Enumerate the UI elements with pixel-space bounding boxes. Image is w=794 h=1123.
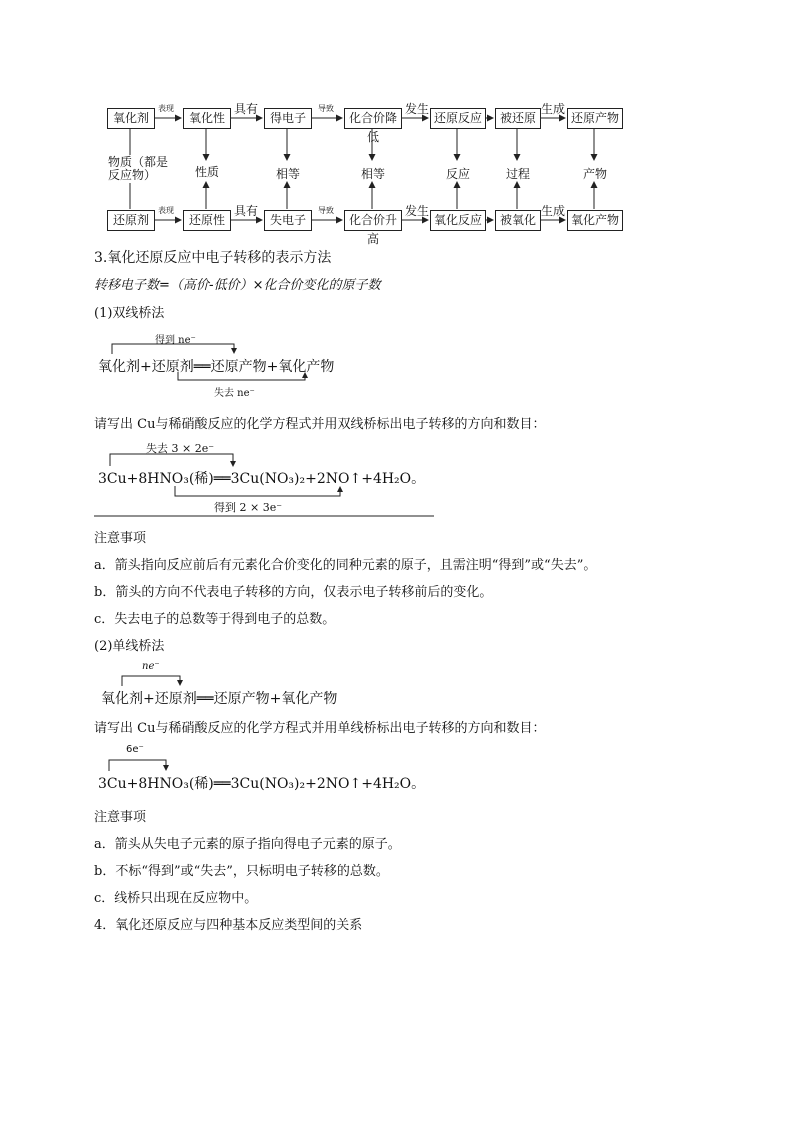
single-bridge-equation: 氧化剂+还原剂══还原产物+氧化产物	[101, 691, 338, 707]
box-reduced: 被还原	[495, 108, 541, 129]
connector-label: 发生	[405, 204, 430, 218]
middle-label-process: 过程	[506, 167, 531, 181]
note-item: b．箭头的方向不代表电子转移的方向，仅表示电子转移前后的变化。	[94, 585, 493, 600]
cu-single-equation: 3Cu+8HNO₃(稀)══3Cu(NO₃)₂+2NO↑+4H₂O。	[98, 776, 426, 792]
box-reduction-reaction: 还原反应	[430, 108, 486, 129]
note-item: b．不标“得到”或“失去”，只标明电子转移的总数。	[94, 864, 389, 879]
connector-label: 表现	[158, 104, 174, 113]
subheading-double-bridge: (1)双线桥法	[94, 306, 165, 321]
middle-label-product: 产物	[583, 167, 608, 181]
section3-formula: 转移电子数=（高价-低价）×化合价变化的原子数	[94, 278, 381, 293]
note-item: a．箭头指向反应前后有元素化合价变化的同种元素的原子，且需注明“得到”或“失去”。	[94, 558, 597, 573]
connector-label: 表现	[158, 206, 174, 215]
middle-label-equal: 相等	[361, 167, 386, 181]
box-oxidant: 氧化剂	[107, 108, 155, 129]
cu-double-equation: 3Cu+8HNO₃(稀)══3Cu(NO₃)₂+2NO↑+4H₂O。	[98, 471, 426, 487]
box-gain-electrons: 得电子	[264, 108, 312, 129]
cu-double-top-label: 失去 3 × 2e⁻	[146, 442, 215, 455]
notes2-title: 注意事项	[94, 810, 147, 825]
connector-label: 生成	[541, 204, 566, 218]
section4-heading: 4．氧化还原反应与四种基本反应类型间的关系	[94, 918, 363, 933]
box-oxidation-reaction: 氧化反应	[430, 210, 486, 231]
connector-label: 发生	[405, 102, 430, 116]
connector-label: 导致	[318, 104, 334, 113]
section3-heading: 3.氧化还原反应中电子转移的表示方法	[94, 250, 332, 266]
box-oxidized: 被氧化	[495, 210, 541, 231]
notes1-title: 注意事项	[94, 531, 147, 546]
box-oxidation-product: 氧化产物	[567, 210, 623, 231]
middle-label-reaction: 反应	[446, 167, 471, 181]
note-item: c．失去电子的总数等于得到电子的总数。	[94, 612, 336, 627]
cu-double-bottom-label: 得到 2 × 3e⁻	[214, 501, 283, 514]
middle-label-substance: 物质（都是 反应物）	[108, 155, 169, 182]
box-reductant: 还原剂	[107, 210, 155, 231]
box-reduction-product: 还原产物	[567, 108, 623, 129]
cu-single-top-label: 6e⁻	[126, 744, 144, 755]
double-bridge-top-label: 得到 ne⁻	[155, 335, 196, 346]
box-oxidizing-property: 氧化性	[183, 108, 231, 129]
note-item: c．线桥只出现在反应物中。	[94, 891, 258, 906]
middle-label-property: 性质	[195, 165, 220, 179]
box-valence-increase: 化合价升高	[344, 210, 402, 231]
double-bridge-bottom-label: 失去 ne⁻	[214, 388, 255, 399]
connector-label: 具有	[234, 204, 259, 218]
single-bridge-top-label: ne⁻	[142, 661, 160, 672]
box-reducing-property: 还原性	[183, 210, 231, 231]
connector-label: 生成	[541, 102, 566, 116]
connector-label: 导致	[318, 206, 334, 215]
middle-label-equal: 相等	[276, 167, 301, 181]
double-bridge-equation: 氧化剂+还原剂══还原产物+氧化产物	[98, 359, 335, 375]
connector-label: 具有	[234, 102, 259, 116]
prompt-double-bridge: 请写出 Cu与稀硝酸反应的化学方程式并用双线桥标出电子转移的方向和数目：	[94, 417, 546, 432]
box-lose-electrons: 失电子	[264, 210, 312, 231]
note-item: a．箭头从失电子元素的原子指向得电子元素的原子。	[94, 837, 401, 852]
subheading-single-bridge: (2)单线桥法	[94, 639, 165, 654]
prompt-single-bridge: 请写出 Cu与稀硝酸反应的化学方程式并用单线桥标出电子转移的方向和数目：	[94, 721, 546, 736]
box-valence-decrease: 化合价降低	[344, 108, 402, 129]
